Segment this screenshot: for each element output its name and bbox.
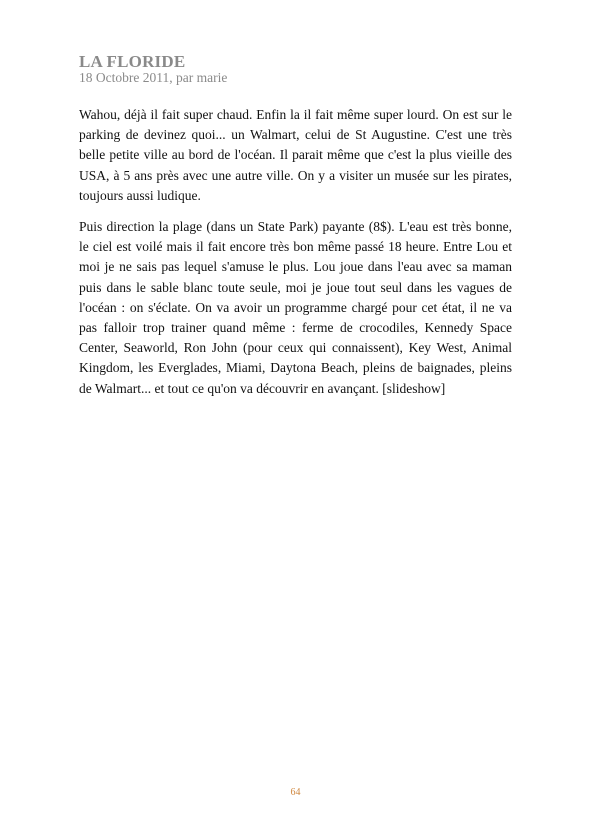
paragraph: Puis direction la plage (dans un State Park) payante (8$). L'eau est très bonne, le ciel est voilé mais il fait encore très bon même passé 18 heure. Entre Lou et moi je ne sais pas lequel s'amuse le plus. Lou joue dans l'eau avec sa maman puis dans le sable blanc toute seule, moi je joue tout seul dans les vagues de l'océan : on s'éclate. On va avoir un programme chargé pour cet état, il ne va pas falloir trop trainer quand même : ferme de crocodiles, Kennedy Space Center, Seaworld, Ron John (pour ceux qui connaissent), Key West, Animal Kingdom, les Everglades, Miami, Daytona Beach, pleins de baignades, pleins de Walmart... et tout ce qu'on va découvrir en avançant. [slideshow] xyxy=(79,219,512,396)
article-body xyxy=(79,105,512,410)
article-meta: 18 Octobre 2011, par marie xyxy=(79,70,228,85)
paragraph: Wahou, déjà il fait super chaud. Enfin la il fait même super lourd. On est sur le parking de devinez quoi... un Walmart, celui de St Augustine. C'est une très belle petite ville au bord de l'océan. Il parait même que c'est la plus vieille des USA, à 5 ans près avec une autre ville. On y a visiter un musée sur les pirates, toujours aussi ludique. xyxy=(79,107,512,203)
article-title: LA FLORIDE xyxy=(79,52,186,71)
page-number: 64 xyxy=(290,787,301,798)
